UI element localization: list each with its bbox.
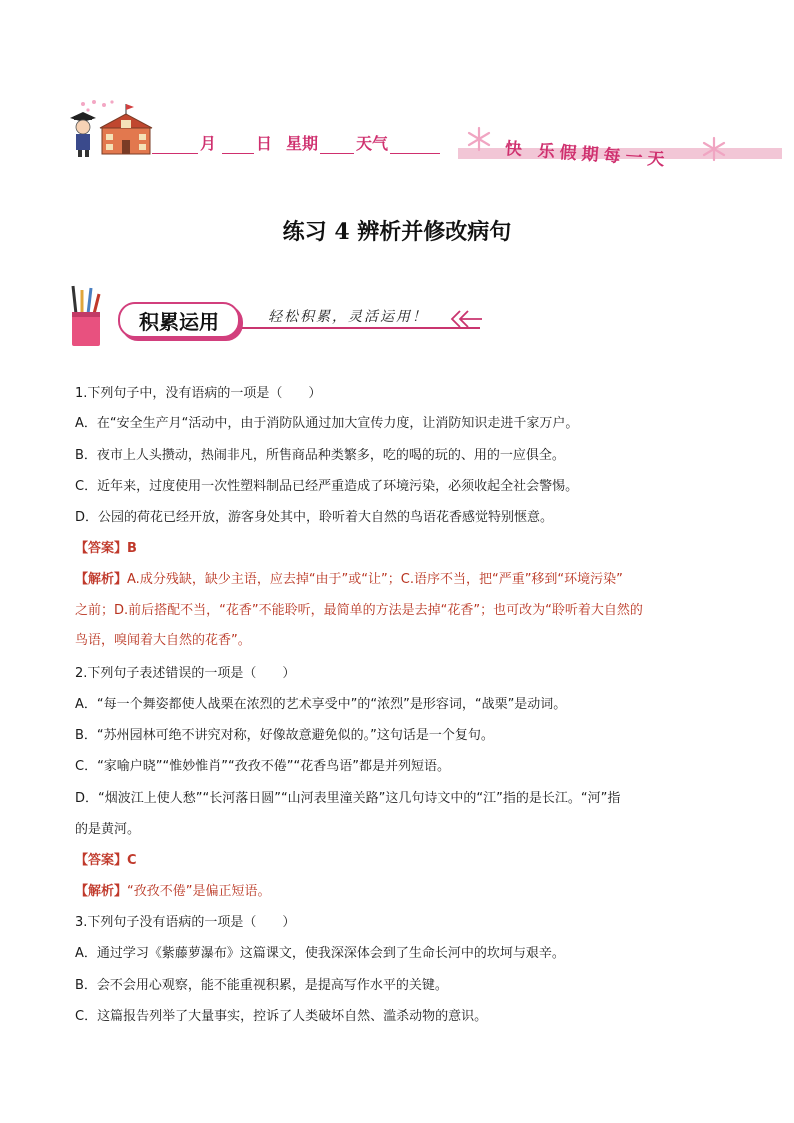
answer-line (75, 539, 723, 559)
analysis-line (75, 882, 723, 902)
option-item: D．“烟波江上使人愁”“长河落日圆”“山河表里潼关路”这几句诗文中的“江”指的是长江。“河”指 (75, 791, 621, 806)
option-item: B．夜市上人头攒动，热闹非凡，所售商品种类繁多，吃的喝的玩的、用的一应俱全。 (75, 448, 565, 463)
option-item: C．近年来，过度使用一次性塑料制品已经严重造成了环境污染，必须收起全社会警惕。 (75, 479, 579, 494)
answer-value: B (127, 541, 137, 556)
option-item: A．通过学习《紫藤萝瀑布》这篇课文，使我深深体会到了生命长河中的坎坷与艰辛。 (75, 946, 565, 961)
question-stem: 3.下列句子没有语病的一项是（ ） (75, 915, 296, 930)
question-stem: 1.下列句子中，没有语病的一项是（ ） (75, 386, 322, 401)
page-title: 练习 4 辨析并修改病句 (282, 219, 512, 245)
analysis-tag: 【解析】 (75, 884, 128, 899)
section-banner-label: 积累运用 (118, 302, 240, 338)
analysis-text: “孜孜不倦”是偏正短语。 (127, 884, 271, 899)
option-item: C．这篇报告列举了大量事实，控诉了人类破坏自然、滥杀动物的意识。 (75, 1009, 488, 1024)
arrow-left-icon (448, 308, 484, 330)
option-item-continued: 的是黄河。 (75, 822, 141, 837)
option-item: B．“苏州园林可绝不讲究对称，好像故意避免似的。”这句话是一个复句。 (75, 728, 494, 743)
header-decoration-icon (66, 98, 158, 160)
answer-line (75, 851, 723, 871)
answer-tag: 【答案】 (75, 853, 128, 868)
pen-holder-icon (68, 284, 104, 348)
answer-tag: 【答案】 (75, 541, 128, 556)
question-stem: 2.下列句子表述错误的一项是（ ） (75, 666, 296, 681)
option-item: B．会不会用心观察，能不能重视积累，是提高写作水平的关键。 (75, 978, 448, 993)
snowflake-icon (701, 136, 727, 162)
header-slogan: 快 乐假期每一天 (504, 139, 671, 171)
banner-underline (242, 327, 480, 329)
option-item: A．在“安全生产月“活动中，由于消防队通过加大宣传力度，让消防知识走进千家万户。 (75, 416, 579, 431)
analysis-text: 之前；D.前后搭配不当，“花香”不能聆听，最简单的方法是去掉“花香”；也可改为“聆听着大自然的 (75, 603, 643, 618)
snowflake-icon (466, 126, 492, 152)
analysis-line (75, 570, 723, 590)
weather-label: 天气 (356, 134, 389, 153)
analysis-tag: 【解析】 (75, 572, 128, 587)
option-item: D．公园的荷花已经开放，游客身处其中，聆听着大自然的鸟语花香感觉特别惬意。 (75, 510, 554, 525)
section-banner-subtitle: 轻松积累，灵活运用！ (268, 309, 428, 325)
header-date-line (150, 128, 442, 154)
option-item: C．“家喻户晓”“惟妙惟肖”“孜孜不倦”“花香鸟语”都是并列短语。 (75, 759, 450, 774)
option-item: A．“每一个舞姿都使人战栗在浓烈的艺术享受中”的“浓烈”是形容词，“战栗”是动词。 (75, 697, 567, 712)
analysis-text: A.成分残缺，缺少主语，应去掉“由于”或“让”；C.语序不当，把“严重”移到“环境污染” (127, 572, 623, 587)
month-label: 月 (200, 134, 217, 153)
weekday-label: 星期 (286, 134, 319, 153)
answer-value: C (127, 853, 137, 868)
analysis-text: 鸟语，嗅闻着大自然的花香”。 (75, 633, 251, 648)
day-label: 日 (256, 134, 273, 153)
